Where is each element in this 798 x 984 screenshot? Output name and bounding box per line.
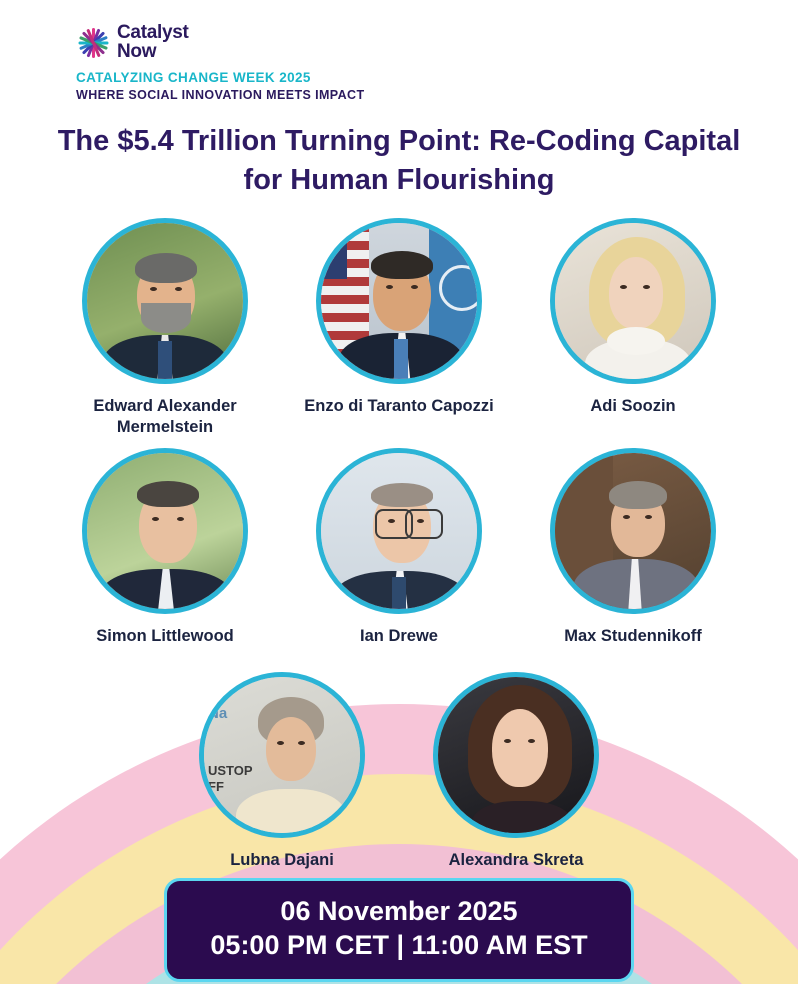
avatar xyxy=(82,448,248,614)
speaker-photo xyxy=(87,453,243,609)
speaker-name: Simon Littlewood xyxy=(96,627,234,645)
event-time: 05:00 PM CET | 11:00 AM EST xyxy=(210,929,588,960)
speaker-photo: Un Na USTOP FF xyxy=(204,677,360,833)
speaker-row-2 xyxy=(0,448,798,647)
speaker-name: Alexandra Skreta xyxy=(448,851,584,869)
logo-line-2: Now xyxy=(117,40,157,62)
speaker-name: Max Studennikoff xyxy=(564,627,702,645)
speaker-photo xyxy=(321,223,477,379)
logo-row xyxy=(76,24,376,61)
speaker-card xyxy=(316,448,482,647)
logo-line-1: Catalyst xyxy=(117,22,189,43)
event-date: 06 November 2025 xyxy=(280,896,518,926)
starburst-icon xyxy=(76,26,110,60)
avatar xyxy=(550,218,716,384)
speaker-photo xyxy=(555,453,711,609)
speaker-name: Ian Drewe xyxy=(360,627,438,645)
speaker-photo xyxy=(321,453,477,609)
speaker-name: Lubna Dajani xyxy=(230,851,334,869)
speaker-card xyxy=(550,218,716,438)
event-title: The $5.4 Trillion Turning Point: Re-Coding Capital for Human Flourishing xyxy=(57,125,741,196)
speaker-name: Edward Alexander Mermelstein xyxy=(93,397,237,436)
speaker-card xyxy=(82,218,248,438)
logo-wordmark xyxy=(117,24,189,61)
avatar xyxy=(82,218,248,384)
speaker-photo xyxy=(438,677,594,833)
tagline-secondary: WHERE SOCIAL INNOVATION MEETS IMPACT xyxy=(76,88,365,103)
speaker-name: Adi Soozin xyxy=(590,397,676,415)
speaker-name: Enzo di Taranto Capozzi xyxy=(304,397,494,415)
speaker-photo xyxy=(555,223,711,379)
speaker-card xyxy=(550,448,716,647)
avatar xyxy=(199,672,365,838)
event-datetime-banner xyxy=(164,878,634,982)
avatar xyxy=(316,218,482,384)
speaker-card xyxy=(199,672,365,871)
speaker-row-3 xyxy=(0,672,798,871)
avatar xyxy=(550,448,716,614)
avatar xyxy=(433,672,599,838)
catalyst-now-logo xyxy=(76,24,376,102)
tagline-primary: CATALYZING CHANGE WEEK 2025 xyxy=(76,70,311,86)
speaker-card xyxy=(433,672,599,871)
speaker-card xyxy=(304,218,494,438)
avatar xyxy=(316,448,482,614)
speaker-card xyxy=(82,448,248,647)
speaker-photo xyxy=(87,223,243,379)
speaker-row-1 xyxy=(0,218,798,438)
